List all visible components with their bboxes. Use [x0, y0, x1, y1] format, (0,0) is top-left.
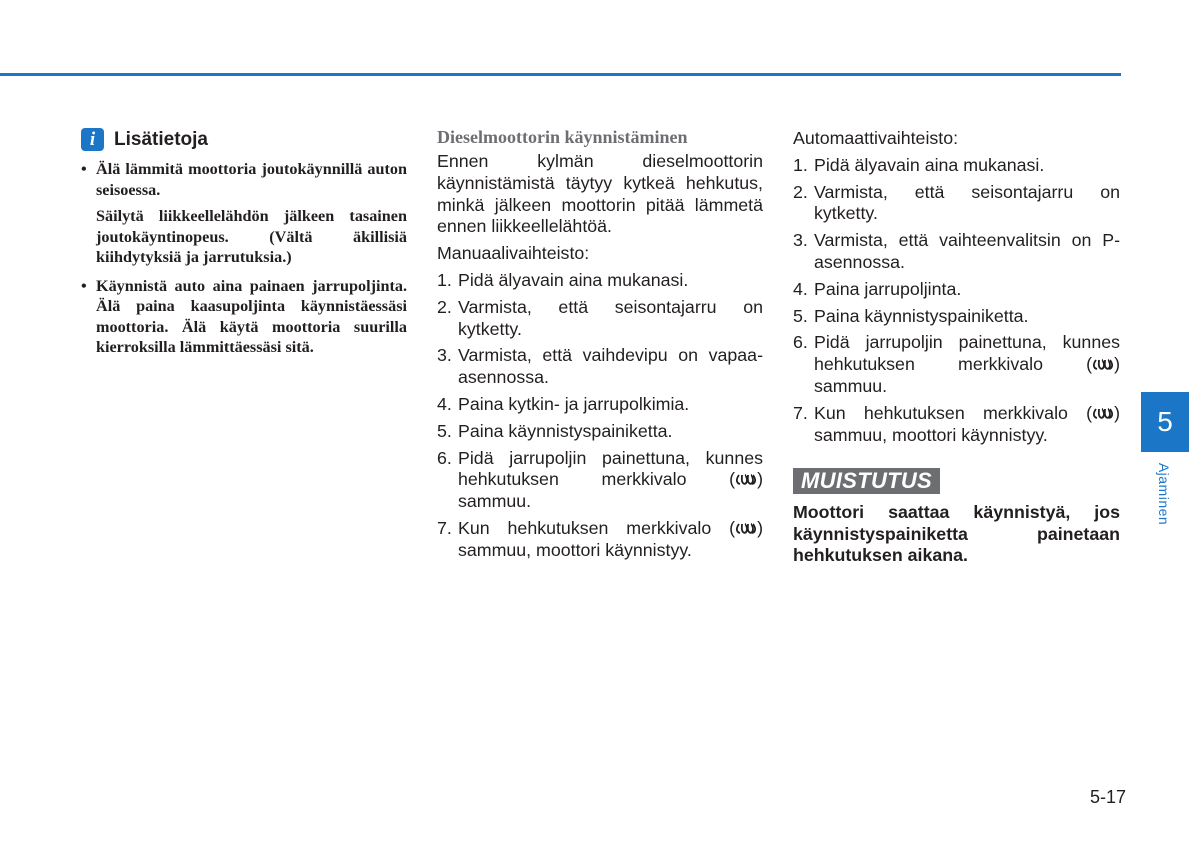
step-text: ) sammuu, moottori käynnistyy.	[814, 402, 1120, 445]
step-item	[437, 297, 763, 341]
step-text: Varmista, että vaihdevipu on vapaa-asennossa.	[458, 345, 763, 388]
info-bullet	[81, 276, 407, 358]
info-title: Lisätietoja	[114, 128, 208, 150]
section-heading: Dieselmoottorin käynnistäminen	[437, 127, 688, 147]
step-item	[793, 279, 1120, 301]
step-text: Paina kytkin- ja jarrupolkimia.	[458, 393, 690, 414]
step-item	[437, 394, 763, 416]
step-text: Pidä jarrupoljin painettuna, kunnes hehkutuksen merkkivalo (	[814, 332, 1120, 375]
step-item	[793, 306, 1120, 328]
step-number: 4.	[793, 278, 808, 299]
step-text: ) sammuu.	[814, 354, 1120, 396]
step-number: 2.	[793, 181, 808, 202]
automatic-steps	[793, 155, 1120, 447]
step-text: Paina käynnistyspainiketta.	[814, 305, 1029, 326]
step-item	[793, 155, 1120, 177]
step-number: 7.	[437, 517, 452, 538]
automatic-transmission-column	[793, 128, 1120, 567]
page-number: 5-17	[1090, 787, 1127, 807]
step-item	[437, 518, 763, 562]
step-item	[437, 345, 763, 389]
step-text: ) sammuu.	[458, 469, 763, 512]
step-number: 3.	[437, 345, 452, 366]
notice-text: Moottori saattaa käynnistyä, jos käynnistyspainiketta painetaan hehkutuksen aikana.	[793, 502, 1120, 566]
glow-plug-indicator-icon	[1092, 406, 1114, 420]
bullet-icon: •	[81, 160, 87, 178]
automatic-label: Automaattivaihteisto:	[793, 128, 959, 148]
manual-label: Manuaalivaihteisto:	[437, 243, 590, 264]
step-number: 6.	[793, 332, 808, 353]
step-item	[793, 230, 1120, 274]
step-text: ) sammuu, moottori käynnistyy.	[458, 517, 763, 560]
step-text: Pidä älyavain aina mukanasi.	[814, 154, 1045, 175]
step-item	[437, 448, 763, 513]
bullet-icon: •	[81, 276, 87, 295]
step-item	[793, 332, 1120, 397]
info-paragraph: Älä lämmitä moottoria joutokäynnillä auton seisoessa.	[96, 160, 407, 199]
step-text: Kun hehkutuksen merkkivalo (	[458, 517, 736, 538]
intro-paragraph: Ennen kylmän dieselmoottorin käynnistämistä täytyy kytkeä hehkutus, minkä jälkeen moottorin pitää lämmetä ennen liikkeellelähtöä.	[437, 151, 763, 237]
step-item	[437, 270, 763, 292]
step-number: 7.	[793, 402, 808, 423]
glow-plug-indicator-icon	[1092, 357, 1114, 371]
step-item	[793, 182, 1120, 226]
step-text: Varmista, että seisontajarru on kytketty.	[458, 296, 763, 339]
chapter-tab[interactable]: 5	[1141, 392, 1189, 452]
glow-plug-indicator-icon	[735, 521, 757, 535]
step-number: 4.	[437, 393, 452, 414]
top-rule	[0, 73, 1121, 76]
step-number: 5.	[437, 420, 452, 441]
step-text: Paina jarrupoljinta.	[814, 278, 962, 299]
notice-box	[793, 468, 1120, 567]
info-header	[81, 128, 407, 151]
info-paragraph: Säilytä liikkeellelähdön jälkeen tasainen joutokäyntinopeus. (Vältä äkillisiä kiihdytyksiä ja jarrutuksia.)	[96, 207, 407, 266]
step-number: 3.	[793, 230, 808, 251]
step-item	[793, 403, 1120, 447]
manual-transmission-column	[437, 126, 763, 567]
step-text: Kun hehkutuksen merkkivalo (	[814, 402, 1093, 423]
info-list	[81, 159, 407, 358]
step-number: 1.	[793, 154, 808, 175]
info-paragraph: Käynnistä auto aina painaen jarrupoljinta. Älä paina kaasupoljinta käynnistäessäsi moottoria. Älä käytä moottoria suurilla kierroksilla lämmittäessäsi sitä.	[96, 276, 407, 356]
step-text: Pidä jarrupoljin painettuna, kunnes hehkutuksen merkkivalo (	[458, 447, 763, 490]
step-text: Pidä älyavain aina mukanasi.	[458, 269, 689, 290]
step-text: Paina käynnistyspainiketta.	[458, 420, 673, 441]
info-bullet	[81, 159, 407, 268]
chapter-label: Ajaminen	[1156, 462, 1172, 526]
step-number: 1.	[437, 269, 452, 290]
step-item	[437, 421, 763, 443]
manual-steps	[437, 270, 763, 562]
step-number: 6.	[437, 447, 452, 468]
info-icon: i	[81, 128, 104, 151]
step-text: Varmista, että seisontajarru on kytketty.	[814, 181, 1120, 224]
step-number: 5.	[793, 305, 808, 326]
info-box	[81, 128, 407, 366]
glow-plug-indicator-icon	[735, 472, 757, 486]
step-text: Varmista, että vaihteenvalitsin on P-asennossa.	[814, 230, 1120, 272]
notice-label: MUISTUTUS	[793, 468, 940, 494]
step-number: 2.	[437, 296, 452, 317]
